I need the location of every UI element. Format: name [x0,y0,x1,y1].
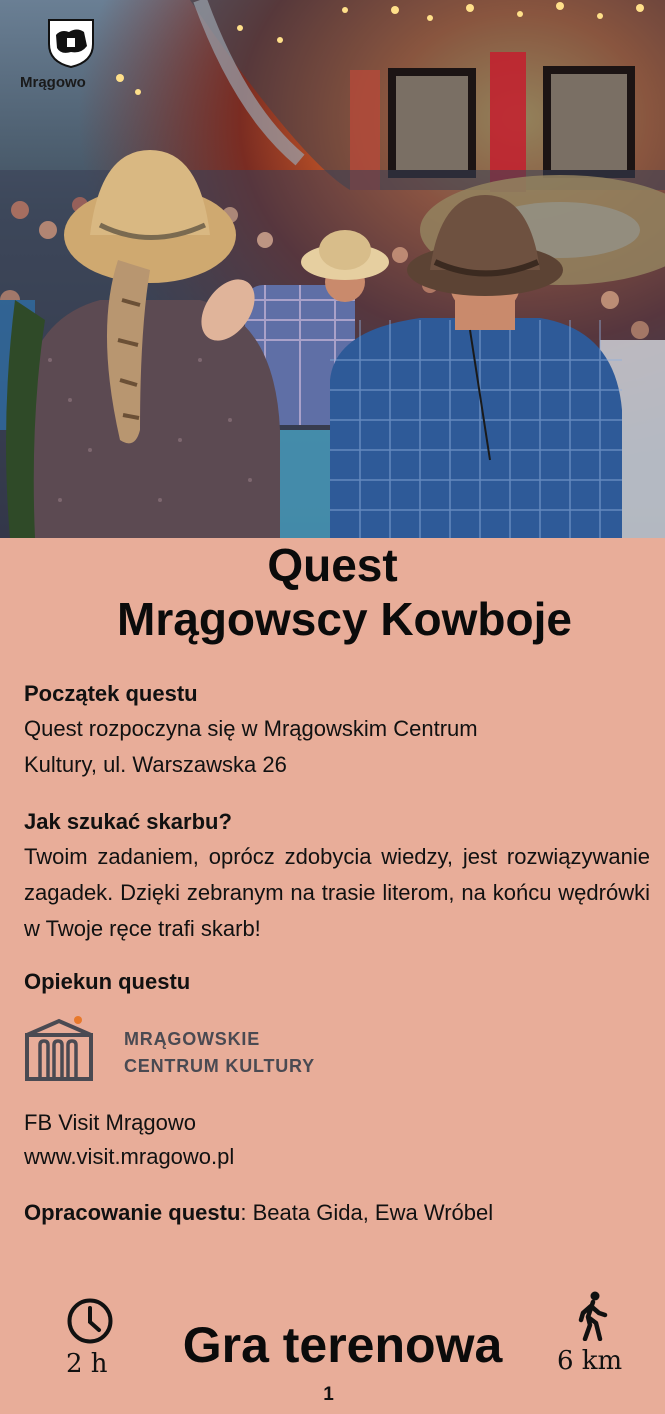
mck-name-line2: CENTRUM KULTURY [124,1056,315,1076]
walking-person-icon [576,1291,608,1341]
contact-info [24,1106,650,1174]
section-heading: Jak szukać skarbu? [24,809,232,834]
section-heading: Początek questu [24,681,198,706]
section-guardian [24,967,650,997]
logo-text: Mrągowo [20,74,86,91]
duration-value: 2 h [66,1349,108,1379]
page-number: 1 [323,1384,334,1405]
start-text-line2: Kultury, ul. Warszawska 26 [24,752,287,777]
page-title-line1: Quest [267,539,398,591]
mragowo-logo [20,18,116,98]
start-text-line1: Quest rozpoczyna się w Mrągowskim Centrum [24,716,478,741]
section-start [24,679,650,783]
hero-photo [0,0,665,538]
website-link[interactable]: www.visit.mragowo.pl [24,1144,235,1169]
page-title-line2: Mrągowscy Kowboje [117,593,572,645]
authors-label: Opracowanie questu [24,1200,241,1225]
section-treasure [24,807,650,947]
mck-name-line1: MRĄGOWSKIE [124,1029,260,1049]
authors-names: Beata Gida, Ewa Wróbel [246,1200,494,1225]
game-type-title: Gra terenowa [182,1317,503,1373]
city-crest-icon [47,18,95,68]
fb-link[interactable]: FB Visit Mrągowo [24,1110,196,1135]
authors-separator: : [240,1200,247,1225]
authors-line [24,1195,650,1231]
treasure-text: Twoim zadaniem, oprócz zdobycia wiedzy, jest rozwiązywanie zagadek. Dzięki zebranym na trasie literom, na końcu wędrówki w Twoje ręce trafi skarb! [24,844,650,941]
distance-value: 6 km [557,1346,623,1376]
mck-name [124,1026,315,1080]
section-heading: Opiekun questu [24,969,191,994]
